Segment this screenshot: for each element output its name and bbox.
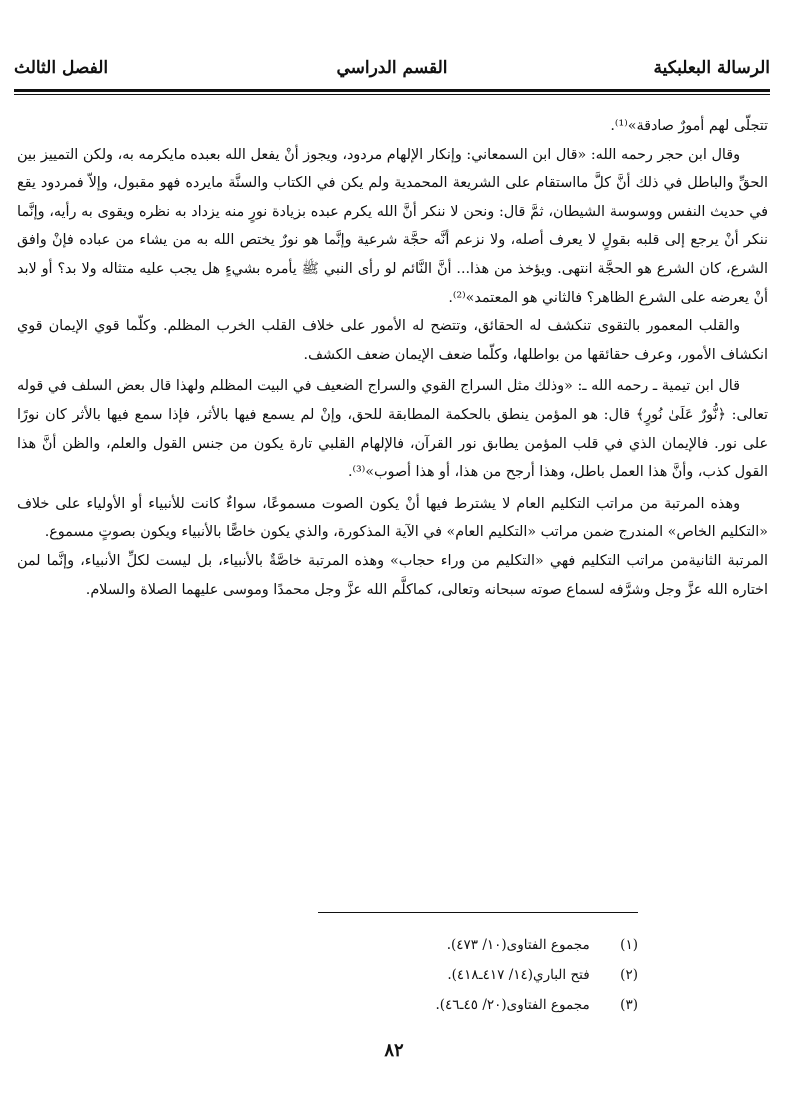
- paragraph-2: وقال ابن حجر رحمه الله: «قال ابن السمعاني: وإنكار الإلهام مردود، ويجوز أنْ يفعل الله بعبده مايكرمه به، ولكن التمييز بين الحقِّ والباطل في ذلك أنَّ كلَّ مااستقام على الشريعة المحمدية ولم يكن في الكتاب والسنَّة مايرده فهو مقبول، وإلاّ فمردود يقع في حديث النفس ووسوسة الشيطان، ثمَّ قال: ونحن لا ننكر أنَّ الله يكرم عبده بزيادة نورٍ منه يزداد به نظره ويقوى به رأيه، وإنَّما ننكر أنْ يرجع إلى قلبه بقولٍ لا يعرف أصله، ولا نزعم أنَّه حجَّة شرعية وإنَّما هو نورٌ يختص الله به من يشاء من عباده فإنْ وافق الشرع، كان الشرع هو الحجَّة انتهى. ويؤخذ من هذا... أنَّ النَّائم لو رأى النبي ﷺ يأمره بشيءٍ هل يجب عليه متثاله ولا بد؟ أو لابد أنْ يعرضه على الشرع الظاهر؟ فالثاني هو المعتمد»⁽²⁾.: [17, 146, 768, 306]
- footnote-text: مجموع الفتاوى(٢٠/ ٤٥ـ٤٦).: [435, 997, 590, 1013]
- paragraph-4: قال ابن تيمية ـ رحمه الله ـ: «وذلك مثل السراج القوي والسراج الضعيف في البيت المظلم ولهذا قال بعض السلف في قوله تعالى: ﴿نُّورٌ عَلَىٰ نُورٍ﴾ قال: هو المؤمن ينطق بالحكمة المطابقة للحق، وإنْ لم يسمع فيها بالأثر، فإذا سمع فيها بالأثر كان نورًا على نور. فالإيمان الذي في قلب المؤمن يطابق نور القرآن، فالإلهام القلبي تارة يكون من جنس القول والعلم، والظن أنَّ هذا القول كذب، وأنَّ هذا العمل باطل، وهذا أرجح من هذا، أو هذا أصوب»⁽³⁾.: [17, 378, 768, 481]
- footnote-number: (٣): [620, 997, 638, 1013]
- paragraph-1: تتجلّى لهم أمورٌ صادقة»⁽¹⁾.: [610, 118, 768, 134]
- footnote-text: مجموع الفتاوى(١٠/ ٤٧٣).: [446, 937, 590, 953]
- paragraph-5: وهذه المرتبة من مراتب التكليم العام لا يشترط فيها أنْ يكون الصوت مسموعًا، سواءٌ كانت للأنبياء أو الأولياء على خلاف «التكليم الخاص» المندرج ضمن مراتب «التكليم العام» في الآية المذكورة، والذي يكون خاصًّا بالأنبياء ويكون بصوتٍ مسموع.: [17, 495, 768, 541]
- footnote: [138, 960, 638, 990]
- header-rule-thick: [14, 89, 770, 92]
- chapter-title: الفصل الثالث: [14, 58, 109, 78]
- main-text: [17, 112, 768, 604]
- running-header: [14, 58, 770, 86]
- footnote-number: (٢): [620, 967, 638, 983]
- footnotes: [138, 930, 638, 1020]
- footnote: [138, 930, 638, 960]
- footnote-number: (١): [620, 937, 638, 953]
- paragraph-3: والقلب المعمور بالتقوى تنكشف له الحقائق، وتتضح له الأمور على خلاف القلب الخرب المظلم. وكلّما قوي الإيمان قوي انكشاف الأمور، وعرف حقائقها من بواطلها، وكلّما ضعف الإيمان ضعف الكشف.: [17, 318, 768, 363]
- footnote-text: فتح الباري(١٤/ ٤١٧ـ٤١٨).: [447, 967, 590, 983]
- book-title: الرسالة البعلبكية: [653, 58, 770, 78]
- section-title: القسم الدراسي: [336, 58, 448, 78]
- header-rule-thin: [14, 94, 770, 95]
- footnote-separator: [318, 912, 638, 913]
- footnote: [138, 990, 638, 1020]
- paragraph-6: المرتبة الثانيةمن مراتب التكليم فهي «التكليم من وراء حجاب» وهذه المرتبة خاصَّةٌ بالأنبياء، بل ليست لكلِّ الأنبياء، وإنَّما لمن اختاره الله عزَّ وجل وشرَّفه لسماع صوته سبحانه وتعالى، كماكلَّم الله عزَّ وجل محمدًا وموسى عليهما الصلاة والسلام.: [17, 552, 768, 598]
- page-number: ٨٢: [384, 1040, 404, 1061]
